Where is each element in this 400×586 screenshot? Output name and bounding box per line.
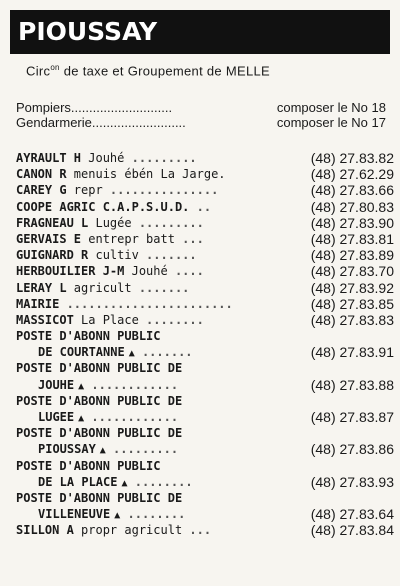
- subscriber-name: POSTE D'ABONN PUBLIC DE: [16, 426, 183, 441]
- subscriber-name: DE COURTANNE ▲ .......: [38, 345, 193, 360]
- list-item: [16, 150, 394, 166]
- subscriber-name: LUGEE ▲ ............: [38, 410, 179, 424]
- list-item: [16, 458, 394, 474]
- subscriber-name: COOPE AGRIC C.A.P.S.U.D. ..: [16, 199, 212, 214]
- service-name: Gendarmerie..........................: [16, 115, 186, 130]
- subscriber-name: GUIGNARD R cultiv .......: [16, 248, 197, 263]
- phone-number: (48) 27.83.93: [310, 473, 394, 490]
- subscriber-name: VILLENEUVE ▲ ........: [38, 507, 186, 522]
- circ-prefix: Circ: [26, 63, 51, 79]
- list-item: [16, 312, 394, 328]
- subscriber-name: HERBOUILIER J-M Jouhé ....: [16, 264, 204, 279]
- list-item: [16, 280, 394, 296]
- list-item: [16, 215, 394, 231]
- subscriber-name: LERAY L agricult .......: [16, 280, 190, 295]
- phone-number: (48) 27.83.66: [310, 182, 394, 199]
- subscriber-name: CAREY G repr ...............: [16, 183, 219, 198]
- public-phone-icon: ▲: [114, 510, 121, 522]
- subscriber-name: POSTE D'ABONN PUBLIC: [16, 458, 161, 473]
- phone-number: (48) 27.83.85: [310, 295, 394, 312]
- public-phone-icon: ▲: [121, 477, 128, 489]
- list-item: [16, 393, 394, 409]
- list-item: [16, 522, 394, 538]
- subscriber-name: MAIRIE .......................: [16, 296, 233, 311]
- service-name: Pompiers............................: [16, 100, 173, 115]
- phone-number: (48) 27.80.83: [310, 198, 394, 215]
- subscriber-name: CANON R menuis ébén La Jarge.: [16, 167, 226, 182]
- subscriber-name: FRAGNEAU L Lugée .........: [16, 215, 204, 230]
- phone-number: (48) 27.83.90: [310, 214, 394, 231]
- phone-number: (48) 27.83.88: [310, 376, 394, 393]
- public-phone-icon: ▲: [128, 348, 135, 360]
- public-phone-icon: ▲: [78, 380, 85, 392]
- phone-number: (48) 27.83.83: [310, 311, 394, 328]
- list-item: [16, 166, 394, 182]
- list-item: [16, 441, 394, 457]
- list-item: [16, 474, 394, 490]
- circ-rest: de taxe et Groupement de MELLE: [59, 63, 271, 79]
- list-item: [16, 490, 394, 506]
- list-item: [16, 360, 394, 376]
- list-item: [16, 506, 394, 522]
- phone-number: (48) 27.83.84: [310, 522, 394, 539]
- public-phone-icon: ▲: [99, 445, 106, 457]
- list-item: [16, 182, 394, 198]
- phone-number: (48) 27.83.70: [310, 263, 394, 280]
- phone-number: (48) 27.83.92: [310, 279, 394, 296]
- subscriber-name: JOUHE ▲ ............: [38, 377, 179, 392]
- subscriber-name: POSTE D'ABONN PUBLIC DE: [16, 490, 183, 505]
- phone-number: (48) 27.62.29: [310, 166, 394, 183]
- circonscription-line: [26, 63, 270, 78]
- service-value: composer le No 18: [276, 100, 386, 115]
- list-item: [16, 377, 394, 393]
- commune-title: PIOUSSAY: [10, 10, 390, 54]
- list-item: [16, 425, 394, 441]
- subscriber-name: POSTE D'ABONN PUBLIC DE: [16, 393, 183, 408]
- service-value: composer le No 17: [276, 115, 386, 130]
- list-item: [16, 231, 394, 247]
- list-item: [16, 409, 394, 425]
- subscriber-name: PIOUSSAY ▲ .........: [38, 442, 179, 457]
- phone-number: (48) 27.83.86: [310, 441, 394, 458]
- phone-number: (48) 27.83.81: [310, 230, 394, 247]
- phone-number: (48) 27.83.82: [310, 150, 394, 166]
- subscriber-name: AYRAULT H Jouhé .........: [16, 151, 197, 165]
- phone-number: (48) 27.83.64: [310, 506, 394, 523]
- subscriber-name: SILLON A propr agricult ...: [16, 523, 212, 538]
- list-item: [16, 328, 394, 344]
- subscriber-name: GERVAIS E entrepr batt ...: [16, 231, 204, 246]
- public-phone-icon: ▲: [78, 413, 85, 424]
- list-item: [16, 263, 394, 279]
- subscriber-name: POSTE D'ABONN PUBLIC DE: [16, 361, 183, 376]
- subscriber-name: POSTE D'ABONN PUBLIC: [16, 329, 161, 344]
- subscriber-list: [16, 150, 394, 539]
- phone-number: (48) 27.83.87: [310, 409, 394, 425]
- phone-number: (48) 27.83.91: [310, 344, 394, 361]
- circ-sup: on: [50, 63, 60, 72]
- list-item: [16, 199, 394, 215]
- list-item: [16, 344, 394, 360]
- list-item: [16, 296, 394, 312]
- phone-number: (48) 27.83.89: [310, 247, 394, 264]
- list-item: [16, 247, 394, 263]
- subscriber-name: MASSICOT La Place ........: [16, 312, 204, 327]
- subscriber-name: DE LA PLACE ▲ ........: [38, 474, 193, 489]
